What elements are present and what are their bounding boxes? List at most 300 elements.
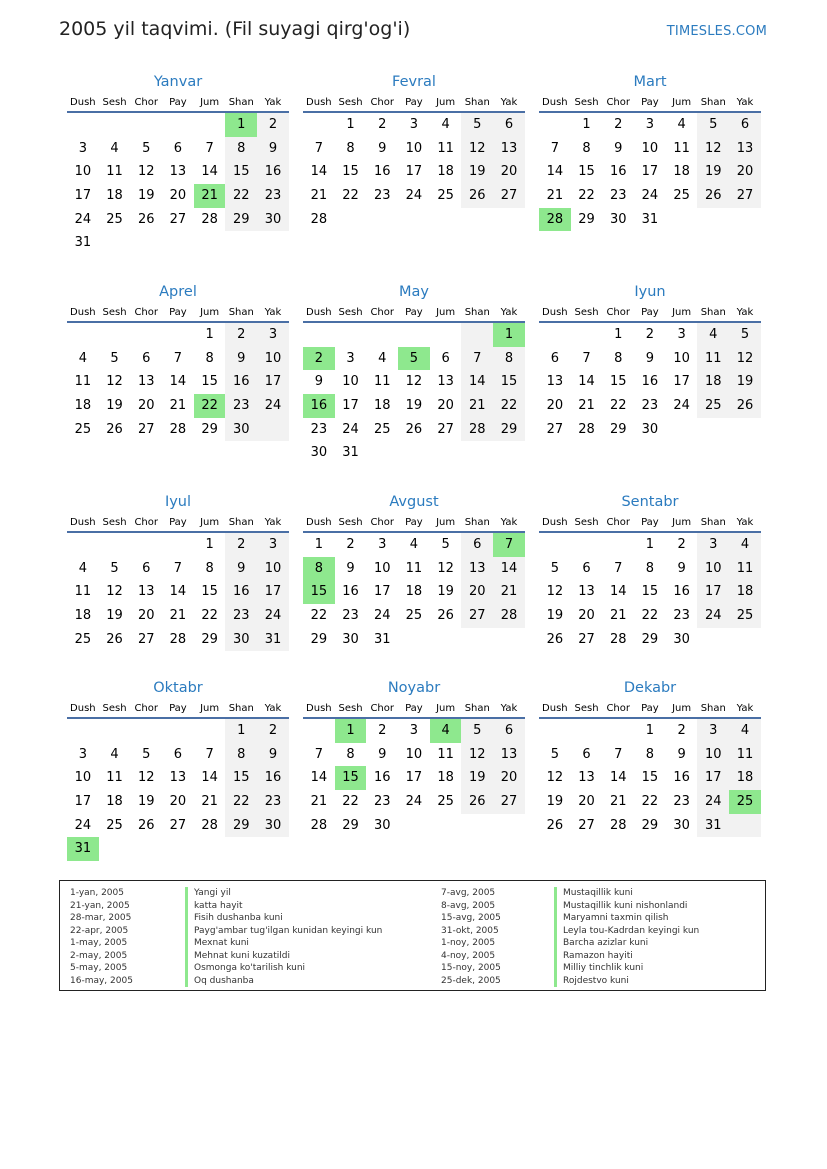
day-cell: 15 — [225, 766, 257, 790]
brand-link[interactable]: TIMESLES.COM — [666, 24, 767, 39]
day-cell: 20 — [169, 188, 187, 204]
day-cell: 13 — [729, 137, 761, 161]
month-name: Avgust — [389, 494, 439, 510]
month-yanvar — [67, 73, 289, 255]
day-cell: 13 — [546, 374, 564, 390]
day-cell: 12 — [546, 584, 564, 600]
day-cell: 4 — [110, 746, 119, 762]
empty-day-cell — [303, 719, 335, 743]
day-cell: 8 — [346, 140, 355, 156]
day-cell: 28 — [461, 418, 493, 442]
weekday-label: Sesh — [574, 517, 599, 528]
day-cell: 31 — [74, 235, 92, 251]
week-row — [539, 790, 761, 814]
day-cell: 29 — [310, 631, 328, 647]
day-cell: 14 — [310, 770, 328, 786]
day-cell: 4 — [697, 323, 729, 347]
weekday-label: Shan — [464, 97, 490, 108]
empty-day-cell — [225, 837, 257, 861]
legend-date: 1-may, 2005 — [70, 938, 128, 948]
empty-day-cell — [697, 208, 729, 232]
week-row — [539, 137, 761, 161]
day-cell: 12 — [437, 560, 454, 576]
day-cell: 27 — [493, 790, 525, 814]
day-cell: 11 — [729, 743, 761, 767]
month-name: Yanvar — [153, 74, 203, 90]
day-cell: 9 — [677, 560, 686, 576]
day-cell: 12 — [546, 770, 564, 786]
day-cell: 23 — [257, 790, 289, 814]
day-cell: 3 — [78, 746, 87, 762]
day-cell: 22 — [225, 184, 257, 208]
week-row — [67, 814, 289, 838]
weekday-label: Pay — [641, 703, 659, 714]
day-cell: 26 — [137, 211, 155, 227]
month-fevral — [303, 73, 525, 231]
day-cell: 13 — [461, 557, 493, 581]
month-name: Noyabr — [387, 680, 441, 696]
day-cell: 23 — [373, 794, 391, 810]
day-cell: 27 — [729, 184, 761, 208]
day-cell: 23 — [673, 608, 690, 624]
weekday-label: Yak — [264, 703, 282, 714]
day-cell: 16 — [641, 374, 659, 390]
day-cell: 27 — [137, 631, 155, 647]
weekday-label: Shan — [228, 517, 254, 528]
day-cell: 23 — [609, 188, 627, 204]
day-cell: 25 — [106, 817, 123, 833]
weekday-label: Pay — [169, 703, 187, 714]
weekday-label: Yak — [736, 307, 754, 318]
weekday-label: Yak — [736, 97, 754, 108]
day-cell: 8 — [225, 137, 257, 161]
empty-day-cell — [539, 323, 571, 347]
month-may — [303, 283, 525, 465]
day-cell: 3 — [257, 323, 289, 347]
day-cell: 3 — [257, 533, 289, 557]
day-cell: 3 — [409, 117, 419, 132]
week-row — [303, 766, 525, 790]
weekday-label: Pay — [405, 517, 423, 528]
day-cell: 19 — [546, 794, 564, 810]
weekday-label: Shan — [464, 517, 490, 528]
day-cell: 26 — [546, 631, 564, 647]
day-cell: 23 — [342, 608, 359, 624]
empty-day-cell — [99, 719, 131, 743]
empty-day-cell — [335, 208, 367, 232]
empty-day-cell — [666, 208, 698, 232]
day-cell: 13 — [578, 584, 595, 600]
day-cell: 21 — [169, 398, 187, 414]
weekday-label: Dush — [542, 517, 568, 528]
weekday-label: Shan — [228, 703, 254, 714]
week-row — [539, 208, 761, 232]
weekday-label: Shan — [228, 97, 254, 108]
empty-day-cell — [67, 533, 99, 557]
empty-day-cell — [602, 719, 634, 743]
day-cell: 6 — [582, 746, 591, 762]
weekday-label: Pay — [405, 703, 423, 714]
weekday-label: Chor — [134, 97, 158, 108]
day-cell: 17 — [257, 580, 289, 604]
empty-day-cell — [162, 231, 194, 255]
empty-day-cell — [130, 231, 162, 255]
day-cell: 23 — [641, 398, 659, 414]
day-cell: 5 — [110, 560, 119, 576]
empty-day-cell — [430, 323, 462, 347]
holiday-day-cell: 4 — [430, 719, 462, 743]
day-cell: 2 — [614, 117, 623, 132]
empty-day-cell — [67, 323, 99, 347]
day-cell: 18 — [405, 584, 423, 600]
empty-day-cell — [493, 441, 525, 465]
week-row — [67, 137, 289, 161]
day-cell: 30 — [609, 211, 627, 227]
legend-names-right — [554, 887, 699, 987]
weekday-label: Jum — [672, 703, 692, 714]
day-cell: 22 — [225, 790, 257, 814]
empty-day-cell — [130, 533, 162, 557]
legend-holiday-name: Maryamni taxmin qilish — [554, 912, 699, 925]
day-cell: 12 — [137, 164, 155, 180]
weekday-label: Jum — [200, 703, 220, 714]
day-cell: 1 — [314, 537, 323, 552]
empty-day-cell — [729, 628, 761, 652]
day-cell: 14 — [546, 164, 564, 180]
day-cell: 7 — [314, 140, 323, 156]
day-cell: 4 — [441, 117, 450, 132]
month-name: Aprel — [159, 284, 197, 300]
week-row — [303, 790, 525, 814]
day-cell: 28 — [310, 817, 328, 833]
weekday-label: Sesh — [574, 307, 599, 318]
day-cell: 28 — [493, 604, 525, 628]
weekday-label: Sesh — [338, 307, 363, 318]
day-cell: 24 — [257, 394, 289, 418]
holiday-day-cell: 1 — [335, 719, 367, 743]
empty-day-cell — [99, 837, 131, 861]
empty-day-cell — [493, 814, 525, 838]
weekday-label: Sesh — [102, 703, 127, 714]
day-cell: 16 — [373, 770, 391, 786]
empty-day-cell — [366, 441, 398, 465]
day-cell: 20 — [493, 766, 525, 790]
weekday-label: Yak — [736, 703, 754, 714]
legend-date: 22-apr, 2005 — [70, 925, 129, 936]
empty-day-cell — [257, 837, 289, 861]
day-cell: 24 — [74, 211, 92, 227]
day-cell: 15 — [578, 164, 595, 180]
week-row — [67, 604, 289, 628]
day-cell: 21 — [461, 394, 493, 418]
weekday-label: Shan — [700, 517, 726, 528]
day-cell: 10 — [673, 350, 690, 366]
day-cell: 29 — [641, 817, 659, 833]
day-cell: 27 — [493, 184, 525, 208]
day-cell: 25 — [697, 394, 729, 418]
day-cell: 28 — [609, 817, 627, 833]
day-cell: 24 — [641, 188, 659, 204]
day-cell: 3 — [346, 350, 355, 366]
weekday-label: Shan — [228, 307, 254, 318]
empty-day-cell — [571, 719, 603, 743]
weekday-label: Chor — [370, 97, 394, 108]
weekday-header — [303, 305, 525, 323]
day-cell: 13 — [169, 770, 187, 786]
day-cell: 17 — [74, 794, 92, 810]
day-cell: 1 — [346, 117, 355, 132]
weekday-label: Dush — [70, 517, 96, 528]
day-cell: 19 — [137, 794, 155, 810]
day-cell: 6 — [441, 350, 450, 366]
day-cell: 2 — [677, 723, 686, 738]
day-cell: 27 — [437, 421, 454, 437]
empty-day-cell — [257, 231, 289, 255]
week-row — [539, 719, 761, 743]
day-cell: 11 — [437, 140, 454, 156]
week-row — [67, 113, 289, 137]
day-cell: 13 — [137, 374, 155, 390]
weekday-label: Dush — [306, 517, 332, 528]
day-cell: 10 — [697, 557, 729, 581]
day-cell: 31 — [373, 631, 391, 647]
day-cell: 9 — [677, 746, 686, 762]
weekday-label: Pay — [641, 517, 659, 528]
legend-date: 2-may, 2005 — [70, 950, 128, 961]
weekday-header — [539, 95, 761, 113]
weekday-label: Shan — [700, 703, 726, 714]
day-cell: 11 — [729, 557, 761, 581]
day-cell: 26 — [461, 184, 493, 208]
day-cell: 17 — [405, 770, 423, 786]
week-row — [67, 208, 289, 232]
day-cell: 9 — [225, 347, 257, 371]
day-cell: 4 — [110, 140, 119, 156]
empty-day-cell — [366, 208, 398, 232]
day-cell: 6 — [142, 560, 151, 576]
day-cell: 9 — [378, 140, 387, 156]
day-cell: 10 — [405, 746, 423, 762]
empty-day-cell — [398, 441, 430, 465]
weekday-label: Pay — [641, 97, 659, 108]
day-cell: 18 — [729, 580, 761, 604]
holiday-day-cell: 2 — [303, 347, 335, 371]
month-iyun — [539, 283, 761, 441]
day-cell: 29 — [641, 631, 659, 647]
day-cell: 19 — [697, 160, 729, 184]
day-cell: 26 — [405, 421, 423, 437]
day-cell: 19 — [137, 188, 155, 204]
weekday-label: Shan — [700, 97, 726, 108]
day-cell: 12 — [405, 374, 423, 390]
week-row — [303, 184, 525, 208]
day-cell: 14 — [461, 370, 493, 394]
day-cell: 25 — [729, 604, 761, 628]
month-noyabr — [303, 679, 525, 837]
week-row — [303, 557, 525, 581]
day-cell: 29 — [201, 421, 218, 437]
weekday-label: Jum — [200, 517, 220, 528]
day-cell: 5 — [729, 323, 761, 347]
day-cell: 10 — [257, 347, 289, 371]
day-cell: 9 — [346, 560, 355, 576]
weekday-label: Yak — [736, 517, 754, 528]
day-cell: 24 — [342, 421, 359, 437]
weekday-label: Sesh — [574, 97, 599, 108]
day-cell: 23 — [673, 794, 690, 810]
legend-date: 7-avg, 2005 — [441, 888, 496, 898]
week-row — [539, 418, 761, 442]
empty-day-cell — [130, 837, 162, 861]
day-cell: 1 — [614, 327, 623, 342]
day-cell: 21 — [609, 608, 627, 624]
week-row — [539, 347, 761, 371]
day-cell: 20 — [169, 794, 187, 810]
day-cell: 24 — [74, 817, 92, 833]
day-cell: 11 — [74, 374, 92, 390]
week-row — [303, 441, 525, 465]
day-cell: 2 — [378, 117, 387, 132]
weekday-header — [67, 305, 289, 323]
week-row — [67, 394, 289, 418]
day-cell: 29 — [578, 211, 595, 227]
day-cell: 9 — [645, 350, 655, 366]
day-cell: 9 — [257, 743, 289, 767]
day-cell: 17 — [74, 188, 92, 204]
weekday-label: Yak — [264, 307, 282, 318]
day-cell: 14 — [169, 374, 187, 390]
empty-day-cell — [225, 231, 257, 255]
day-cell: 1 — [645, 723, 655, 738]
day-cell: 20 — [729, 160, 761, 184]
day-cell: 26 — [106, 631, 123, 647]
legend-date: 16-may, 2005 — [70, 975, 133, 986]
day-cell: 17 — [697, 766, 729, 790]
day-cell: 9 — [378, 746, 387, 762]
day-cell: 11 — [373, 374, 391, 390]
day-cell: 15 — [493, 370, 525, 394]
day-cell: 23 — [257, 184, 289, 208]
weekday-label: Jum — [436, 97, 456, 108]
day-cell: 5 — [110, 350, 119, 366]
week-row — [539, 370, 761, 394]
day-cell: 10 — [697, 743, 729, 767]
day-cell: 16 — [257, 160, 289, 184]
holiday-day-cell: 22 — [194, 394, 226, 418]
day-cell: 28 — [169, 421, 187, 437]
empty-day-cell — [430, 208, 462, 232]
empty-day-cell — [571, 323, 603, 347]
month-mart — [539, 73, 761, 231]
empty-day-cell — [666, 418, 698, 442]
day-cell: 1 — [205, 537, 214, 552]
week-row — [539, 814, 761, 838]
day-cell: 28 — [201, 211, 218, 227]
empty-day-cell — [130, 113, 162, 137]
day-cell: 16 — [342, 584, 359, 600]
day-cell: 24 — [697, 604, 729, 628]
day-cell: 29 — [493, 418, 525, 442]
week-row — [539, 394, 761, 418]
empty-day-cell — [335, 323, 367, 347]
week-row — [539, 766, 761, 790]
day-cell: 28 — [201, 817, 218, 833]
day-cell: 22 — [342, 188, 359, 204]
day-cell: 3 — [697, 533, 729, 557]
day-cell: 4 — [78, 560, 87, 576]
day-cell: 25 — [74, 631, 92, 647]
legend-holiday-name: Fisih dushanba kuni — [185, 912, 382, 925]
day-cell: 15 — [201, 584, 218, 600]
day-cell: 16 — [373, 164, 391, 180]
month-name: Iyul — [164, 494, 192, 510]
day-cell: 3 — [378, 537, 387, 552]
day-cell: 8 — [225, 743, 257, 767]
day-cell: 23 — [225, 604, 257, 628]
day-cell: 27 — [578, 817, 595, 833]
legend-holiday-name: katta hayit — [185, 900, 382, 913]
legend-date: 1-yan, 2005 — [70, 888, 124, 898]
empty-day-cell — [539, 113, 571, 137]
legend-holiday-name: Rojdestvo kuni — [554, 975, 699, 988]
day-cell: 27 — [461, 604, 493, 628]
day-cell: 21 — [310, 188, 328, 204]
day-cell: 30 — [310, 445, 328, 461]
empty-day-cell — [303, 323, 335, 347]
day-cell: 28 — [169, 631, 187, 647]
day-cell: 30 — [673, 817, 690, 833]
legend-holiday-name: Mehnat kuni kuzatildi — [185, 950, 382, 963]
day-cell: 8 — [645, 746, 655, 762]
weekday-label: Sesh — [338, 97, 363, 108]
day-cell: 8 — [205, 560, 214, 576]
weekday-label: Dush — [70, 307, 96, 318]
day-cell: 25 — [673, 188, 690, 204]
day-cell: 6 — [173, 746, 183, 762]
empty-day-cell — [697, 628, 729, 652]
day-cell: 5 — [550, 560, 559, 576]
day-cell: 24 — [697, 790, 729, 814]
day-cell: 14 — [310, 164, 328, 180]
weekday-label: Jum — [672, 517, 692, 528]
day-cell: 30 — [373, 817, 391, 833]
day-cell: 18 — [106, 188, 123, 204]
day-cell: 6 — [173, 140, 183, 156]
legend-holiday-name: Leyla tou-Kadrdan keyingi kun — [554, 925, 699, 938]
day-cell: 16 — [257, 766, 289, 790]
day-cell: 27 — [169, 817, 187, 833]
day-cell: 29 — [342, 817, 359, 833]
legend-holiday-name: Barcha azizlar kuni — [554, 937, 699, 950]
weekday-label: Dush — [70, 97, 96, 108]
day-cell: 16 — [225, 370, 257, 394]
holiday-day-cell: 15 — [303, 580, 335, 604]
day-cell: 2 — [225, 533, 257, 557]
day-cell: 15 — [641, 584, 659, 600]
day-cell: 14 — [609, 584, 627, 600]
day-cell: 21 — [310, 794, 328, 810]
weekday-label: Dush — [542, 307, 568, 318]
day-cell: 7 — [314, 746, 323, 762]
day-cell: 24 — [673, 398, 690, 414]
day-cell: 17 — [673, 374, 690, 390]
legend-date: 8-avg, 2005 — [441, 900, 496, 911]
week-row — [67, 231, 289, 255]
day-cell: 4 — [409, 537, 419, 552]
legend-date: 5-may, 2005 — [70, 963, 128, 973]
legend-holiday-name: Mexnat kuni — [185, 937, 382, 950]
day-cell: 15 — [342, 164, 359, 180]
